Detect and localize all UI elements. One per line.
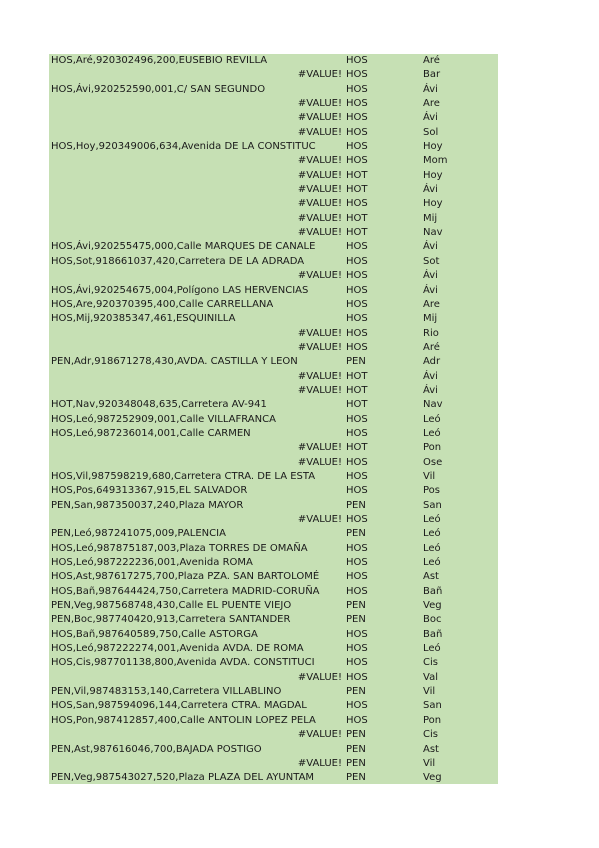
type-code-cell[interactable]: HOS (346, 298, 368, 310)
table-row (49, 68, 498, 82)
type-code-cell[interactable]: HOS (346, 571, 368, 583)
locality-code-cell[interactable]: Vil (423, 757, 436, 769)
record-cell[interactable]: HOS,Bañ,987644424,750,Carretera MADRID-CORUÑA (51, 585, 320, 597)
table-row (49, 370, 498, 384)
type-code-cell[interactable]: HOS (346, 514, 368, 525)
error-cell[interactable]: #VALUE! (297, 155, 342, 167)
record-cell[interactable]: HOS,San,987594096,144,Carretera CTRA. MAGDAL (51, 700, 307, 712)
table-row (49, 484, 498, 498)
table-row (49, 83, 498, 97)
locality-code-cell[interactable]: Nav (423, 399, 443, 411)
table-row (49, 599, 498, 613)
table-row (49, 111, 498, 125)
type-code-cell[interactable]: HOT (346, 169, 368, 181)
type-code-cell[interactable]: HOS (346, 557, 368, 569)
locality-code-cell[interactable]: Vil (423, 686, 436, 698)
locality-code-cell[interactable]: Cis (423, 729, 438, 741)
error-cell[interactable]: #VALUE! (297, 69, 342, 81)
locality-code-cell[interactable]: Leó (423, 542, 441, 554)
type-code-cell[interactable]: PEN (346, 729, 366, 741)
error-cell[interactable]: #VALUE! (297, 227, 342, 239)
type-code-cell[interactable]: HOT (346, 442, 368, 454)
record-cell[interactable]: HOS,Pon,987412857,400,Calle ANTOLIN LOPEZ PELA (51, 714, 316, 726)
locality-code-cell[interactable]: Ávi (423, 184, 438, 196)
record-cell[interactable]: HOS,Ávi,920255475,000,Calle MARQUES DE CANALE (51, 241, 316, 253)
error-cell[interactable]: #VALUE! (297, 212, 342, 224)
table-row (49, 585, 498, 599)
record-cell[interactable]: PEN,Veg,987568748,430,Calle EL PUENTE VIEJO (51, 600, 292, 612)
record-cell[interactable]: HOS,Are,920370395,400,Calle CARRELLANA (51, 298, 274, 310)
table-row (49, 728, 498, 742)
error-cell[interactable]: #VALUE! (297, 384, 342, 396)
type-code-cell[interactable]: HOS (346, 700, 368, 712)
locality-code-cell[interactable]: Veg (423, 600, 442, 612)
table-row (49, 255, 498, 269)
record-cell[interactable]: HOS,Ávi,920252590,001,C/ SAN SEGUNDO (51, 83, 266, 95)
table-row (49, 398, 498, 412)
type-code-cell[interactable]: HOS (346, 413, 368, 425)
record-cell[interactable]: HOS,Leó,987222236,001,Avenida ROMA (51, 557, 253, 569)
error-cell[interactable]: #VALUE! (297, 370, 342, 382)
error-cell[interactable]: #VALUE! (297, 198, 342, 210)
record-cell[interactable]: HOS,Leó,987236014,001,Calle CARMEN (51, 427, 251, 439)
locality-code-cell[interactable]: Boc (423, 614, 442, 626)
table-row (49, 298, 498, 312)
type-code-cell[interactable]: HOS (346, 198, 368, 210)
type-code-cell[interactable]: HOS (346, 341, 368, 353)
table-row (49, 441, 498, 455)
table-row (49, 126, 498, 140)
table-row (49, 183, 498, 197)
type-code-cell[interactable]: HOT (346, 227, 368, 239)
locality-code-cell[interactable]: Adr (423, 356, 441, 368)
type-code-cell[interactable]: PEN (346, 528, 366, 540)
record-cell[interactable]: PEN,Boc,987740420,913,Carretera SANTANDER (51, 614, 291, 626)
locality-code-cell[interactable]: Leó (423, 427, 441, 439)
type-code-cell[interactable]: HOS (346, 585, 368, 597)
type-code-cell[interactable]: PEN (346, 743, 366, 755)
locality-code-cell[interactable]: Leó (423, 413, 441, 425)
locality-code-cell[interactable]: Aré (423, 55, 440, 66)
record-cell[interactable]: HOS,Pos,649313367,915,EL SALVADOR (51, 485, 248, 497)
locality-code-cell[interactable]: San (423, 499, 442, 511)
type-code-cell[interactable]: PEN (346, 686, 366, 698)
type-code-cell[interactable]: HOS (346, 628, 368, 640)
record-cell[interactable]: HOS,Leó,987222274,001,Avenida AVDA. DE ROMA (51, 643, 304, 655)
type-code-cell[interactable]: HOT (346, 384, 368, 396)
type-code-cell[interactable]: HOS (346, 126, 368, 138)
record-cell[interactable]: HOT,Nav,920348048,635,Carretera AV-941 (51, 399, 267, 411)
table-row (49, 771, 498, 785)
table-row (49, 714, 498, 728)
type-code-cell[interactable]: PEN (346, 757, 366, 769)
locality-code-cell[interactable]: Hoy (423, 141, 443, 153)
type-code-cell[interactable]: PEN (346, 772, 366, 784)
table-row (49, 197, 498, 211)
locality-code-cell[interactable]: Pon (423, 442, 442, 454)
type-code-cell[interactable]: HOS (346, 470, 368, 482)
table-row (49, 384, 498, 398)
type-code-cell[interactable]: HOS (346, 714, 368, 726)
type-code-cell[interactable]: HOS (346, 313, 368, 325)
error-cell[interactable]: #VALUE! (297, 169, 342, 181)
error-cell[interactable]: #VALUE! (297, 514, 342, 525)
locality-code-cell[interactable]: Leó (423, 528, 441, 540)
error-cell[interactable]: #VALUE! (297, 456, 342, 468)
type-code-cell[interactable]: HOS (346, 456, 368, 468)
locality-code-cell[interactable]: Are (423, 98, 440, 110)
table-row (49, 284, 498, 298)
record-cell[interactable]: PEN,San,987350037,240,Plaza MAYOR (51, 499, 244, 511)
table-row (49, 269, 498, 283)
record-cell[interactable]: HOS,Ast,987617275,700,Plaza PZA. SAN BARTOLOMÉ (51, 571, 320, 583)
error-cell[interactable]: #VALUE! (297, 442, 342, 454)
locality-code-cell[interactable]: Ávi (423, 241, 438, 253)
type-code-cell[interactable]: HOS (346, 98, 368, 110)
locality-code-cell[interactable]: Ast (423, 743, 439, 755)
locality-code-cell[interactable]: Ávi (423, 284, 438, 296)
error-cell[interactable]: #VALUE! (297, 729, 342, 741)
locality-code-cell[interactable]: Are (423, 298, 440, 310)
locality-code-cell[interactable]: Nav (423, 227, 443, 239)
table-row (49, 513, 498, 527)
locality-code-cell[interactable]: Bañ (423, 585, 443, 597)
locality-code-cell[interactable]: Ast (423, 571, 439, 583)
record-cell[interactable]: HOS,Ávi,920254675,004,Polígono LAS HERVENCIAS (51, 284, 309, 296)
table-row (49, 154, 498, 168)
table-row (49, 642, 498, 656)
type-code-cell[interactable]: HOS (346, 327, 368, 339)
type-code-cell[interactable]: HOS (346, 55, 368, 66)
table-row (49, 556, 498, 570)
record-cell[interactable]: PEN,Ast,987616046,700,BAJADA POSTIGO (51, 743, 262, 755)
type-code-cell[interactable]: HOT (346, 184, 368, 196)
type-code-cell[interactable]: HOS (346, 671, 368, 683)
locality-code-cell[interactable]: Bañ (423, 628, 443, 640)
table-row (49, 757, 498, 771)
table-row (49, 743, 498, 757)
locality-code-cell[interactable]: Ávi (423, 370, 438, 382)
table-row (49, 427, 498, 441)
table-row (49, 240, 498, 254)
table-row (49, 671, 498, 685)
table-row (49, 54, 498, 68)
error-cell[interactable]: #VALUE! (297, 126, 342, 138)
type-code-cell[interactable]: HOS (346, 542, 368, 554)
type-code-cell[interactable]: HOS (346, 284, 368, 296)
type-code-cell[interactable]: HOS (346, 657, 368, 669)
table-row (49, 355, 498, 369)
record-cell[interactable]: HOS,Vil,987598219,680,Carretera CTRA. DE LA ESTA (51, 470, 316, 482)
record-cell[interactable]: PEN,Adr,918671278,430,AVDA. CASTILLA Y LEON (51, 356, 298, 368)
record-cell[interactable]: HOS,Leó,987875187,003,Plaza TORRES DE OMAÑA (51, 542, 308, 554)
type-code-cell[interactable]: HOS (346, 69, 368, 81)
locality-code-cell[interactable]: Rio (423, 327, 439, 339)
record-cell[interactable]: HOS,Aré,920302496,200,EUSEBIO REVILLA (51, 55, 268, 66)
type-code-cell[interactable]: HOS (346, 241, 368, 253)
type-code-cell[interactable]: HOS (346, 643, 368, 655)
type-code-cell[interactable]: HOS (346, 112, 368, 124)
locality-code-cell[interactable]: Leó (423, 557, 441, 569)
type-code-cell[interactable]: PEN (346, 600, 366, 612)
error-cell[interactable]: #VALUE! (297, 671, 342, 683)
record-cell[interactable]: HOS,Cis,987701138,800,Avenida AVDA. CONSTITUCI (51, 657, 315, 669)
type-code-cell[interactable]: PEN (346, 499, 366, 511)
locality-code-cell[interactable]: Hoy (423, 169, 443, 181)
error-cell[interactable]: #VALUE! (297, 757, 342, 769)
locality-code-cell[interactable]: Veg (423, 772, 442, 784)
type-code-cell[interactable]: PEN (346, 614, 366, 626)
type-code-cell[interactable]: HOT (346, 370, 368, 382)
table-row (49, 327, 498, 341)
error-cell[interactable]: #VALUE! (297, 184, 342, 196)
table-row (49, 685, 498, 699)
record-cell[interactable]: HOS,Bañ,987640589,750,Calle ASTORGA (51, 628, 258, 640)
record-cell[interactable]: HOS,Leó,987252909,001,Calle VILLAFRANCA (51, 413, 276, 425)
table-row (49, 226, 498, 240)
locality-code-cell[interactable]: Val (423, 671, 438, 683)
error-cell[interactable]: #VALUE! (297, 341, 342, 353)
type-code-cell[interactable]: HOS (346, 155, 368, 167)
locality-code-cell[interactable]: Mij (423, 212, 438, 224)
locality-code-cell[interactable]: Aré (423, 341, 440, 353)
type-code-cell[interactable]: HOS (346, 255, 368, 267)
record-cell[interactable]: PEN,Vil,987483153,140,Carretera VILLABLINO (51, 686, 282, 698)
locality-code-cell[interactable]: Pos (423, 485, 441, 497)
type-code-cell[interactable]: HOT (346, 399, 368, 411)
table-row (49, 97, 498, 111)
type-code-cell[interactable]: HOS (346, 141, 368, 153)
type-code-cell[interactable]: HOS (346, 270, 368, 282)
record-cell[interactable]: HOS,Mij,920385347,461,ESQUINILLA (51, 313, 236, 325)
type-code-cell[interactable]: HOS (346, 485, 368, 497)
table-row (49, 542, 498, 556)
type-code-cell[interactable]: HOS (346, 83, 368, 95)
locality-code-cell[interactable]: Ávi (423, 83, 438, 95)
error-cell[interactable]: #VALUE! (297, 270, 342, 282)
table-row (49, 527, 498, 541)
record-cell[interactable]: HOS,Sot,918661037,420,Carretera DE LA ADRADA (51, 255, 305, 267)
locality-code-cell[interactable]: Vil (423, 470, 436, 482)
table-row (49, 613, 498, 627)
error-cell[interactable]: #VALUE! (297, 112, 342, 124)
locality-code-cell[interactable]: Sot (423, 255, 440, 267)
record-cell[interactable]: PEN,Veg,987543027,520,Plaza PLAZA DEL AYUNTAM (51, 772, 315, 784)
locality-code-cell[interactable]: Mij (423, 313, 438, 325)
locality-code-cell[interactable]: San (423, 700, 442, 712)
record-cell[interactable]: HOS,Hoy,920349006,634,Avenida DE LA CONSTITUC (51, 141, 316, 153)
locality-code-cell[interactable]: Leó (423, 514, 441, 525)
locality-code-cell[interactable]: Sol (423, 126, 439, 138)
type-code-cell[interactable]: HOT (346, 212, 368, 224)
table-row (49, 628, 498, 642)
table-row (49, 341, 498, 355)
locality-code-cell[interactable]: Bar (423, 69, 441, 81)
locality-code-cell[interactable]: Leó (423, 643, 441, 655)
table-row (49, 140, 498, 154)
table-row (49, 456, 498, 470)
table-row (49, 212, 498, 226)
table-row (49, 413, 498, 427)
table-row (49, 470, 498, 484)
table-row (49, 699, 498, 713)
spreadsheet-range (49, 54, 498, 784)
locality-code-cell[interactable]: Pon (423, 714, 442, 726)
table-row (49, 656, 498, 670)
locality-code-cell[interactable]: Ávi (423, 270, 438, 282)
record-cell[interactable]: PEN,Leó,987241075,009,PALENCIA (51, 528, 226, 540)
error-cell[interactable]: #VALUE! (297, 98, 342, 110)
locality-code-cell[interactable]: Cis (423, 657, 438, 669)
locality-code-cell[interactable]: Ávi (423, 112, 438, 124)
table-row (49, 570, 498, 584)
locality-code-cell[interactable]: Ávi (423, 384, 438, 396)
locality-code-cell[interactable]: Mom (423, 155, 448, 167)
type-code-cell[interactable]: PEN (346, 356, 366, 368)
table-row (49, 312, 498, 326)
table-row (49, 499, 498, 513)
locality-code-cell[interactable]: Ose (423, 456, 443, 468)
table-row (49, 169, 498, 183)
type-code-cell[interactable]: HOS (346, 427, 368, 439)
locality-code-cell[interactable]: Hoy (423, 198, 443, 210)
error-cell[interactable]: #VALUE! (297, 327, 342, 339)
